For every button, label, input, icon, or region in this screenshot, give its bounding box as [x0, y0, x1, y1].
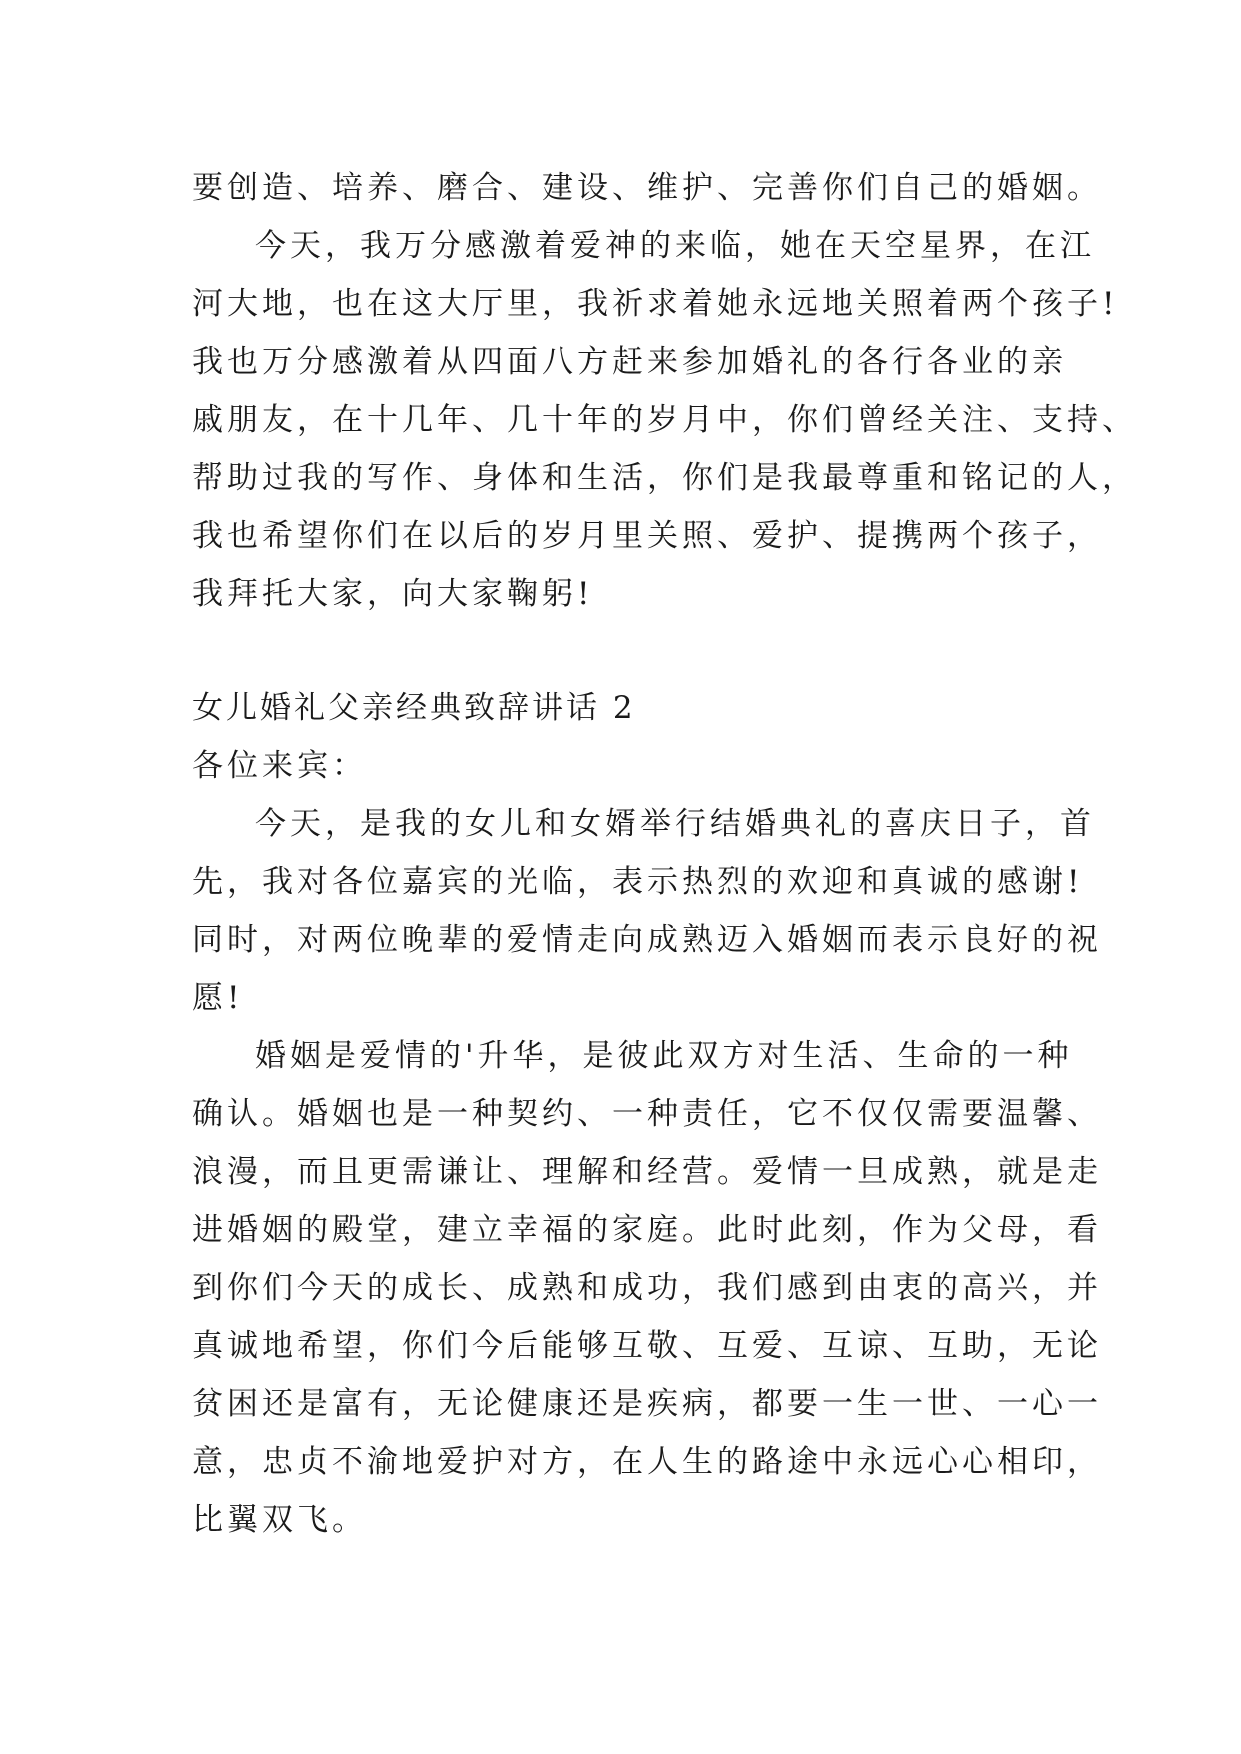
section-title: 女儿婚礼父亲经典致辞讲话 2 [192, 690, 636, 726]
paragraph-line: 婚姻是爱情的'升华，是彼此双方对生活、生命的一种 [255, 1038, 1073, 1074]
paragraph-line: 我也万分感激着从四面八方赶来参加婚礼的各行各业的亲 [192, 344, 1067, 380]
paragraph-line: 先，我对各位嘉宾的光临，表示热烈的欢迎和真诚的感谢! [192, 864, 1084, 900]
paragraph-line: 今天，我万分感激着爱神的来临，她在天空星界，在江 [255, 228, 1095, 264]
paragraph-line: 河大地，也在这大厅里，我祈求着她永远地关照着两个孩子! [192, 286, 1119, 322]
paragraph-line: 同时，对两位晚辈的爱情走向成熟迈入婚姻而表示良好的祝 [192, 922, 1102, 958]
paragraph-line: 愿! [192, 980, 244, 1016]
paragraph-line: 真诚地希望，你们今后能够互敬、互爱、互谅、互助，无论 [192, 1328, 1102, 1364]
paragraph-line: 进婚姻的殿堂，建立幸福的家庭。此时此刻，作为父母，看 [192, 1212, 1102, 1248]
paragraph-line: 比翼双飞。 [192, 1502, 367, 1538]
paragraph-line: 要创造、培养、磨合、建设、维护、完善你们自己的婚姻。 [192, 170, 1102, 206]
salutation: 各位来宾： [192, 748, 367, 784]
paragraph-line: 帮助过我的写作、身体和生活，你们是我最尊重和铭记的人， [192, 460, 1137, 496]
paragraph-line: 意，忠贞不渝地爱护对方，在人生的路途中永远心心相印， [192, 1444, 1102, 1480]
paragraph-line: 戚朋友，在十几年、几十年的岁月中，你们曾经关注、支持、 [192, 402, 1137, 438]
paragraph-line: 贫困还是富有，无论健康还是疾病，都要一生一世、一心一 [192, 1386, 1102, 1422]
paragraph-line: 我也希望你们在以后的岁月里关照、爱护、提携两个孩子， [192, 518, 1102, 554]
paragraph-line: 我拜托大家，向大家鞠躬! [192, 576, 594, 612]
paragraph-line: 到你们今天的成长、成熟和成功，我们感到由衷的高兴，并 [192, 1270, 1102, 1306]
paragraph-line: 今天，是我的女儿和女婿举行结婚典礼的喜庆日子，首 [255, 806, 1095, 842]
paragraph-line: 浪漫，而且更需谦让、理解和经营。爱情一旦成熟，就是走 [192, 1154, 1102, 1190]
paragraph-line: 确认。婚姻也是一种契约、一种责任，它不仅仅需要温馨、 [192, 1096, 1102, 1132]
